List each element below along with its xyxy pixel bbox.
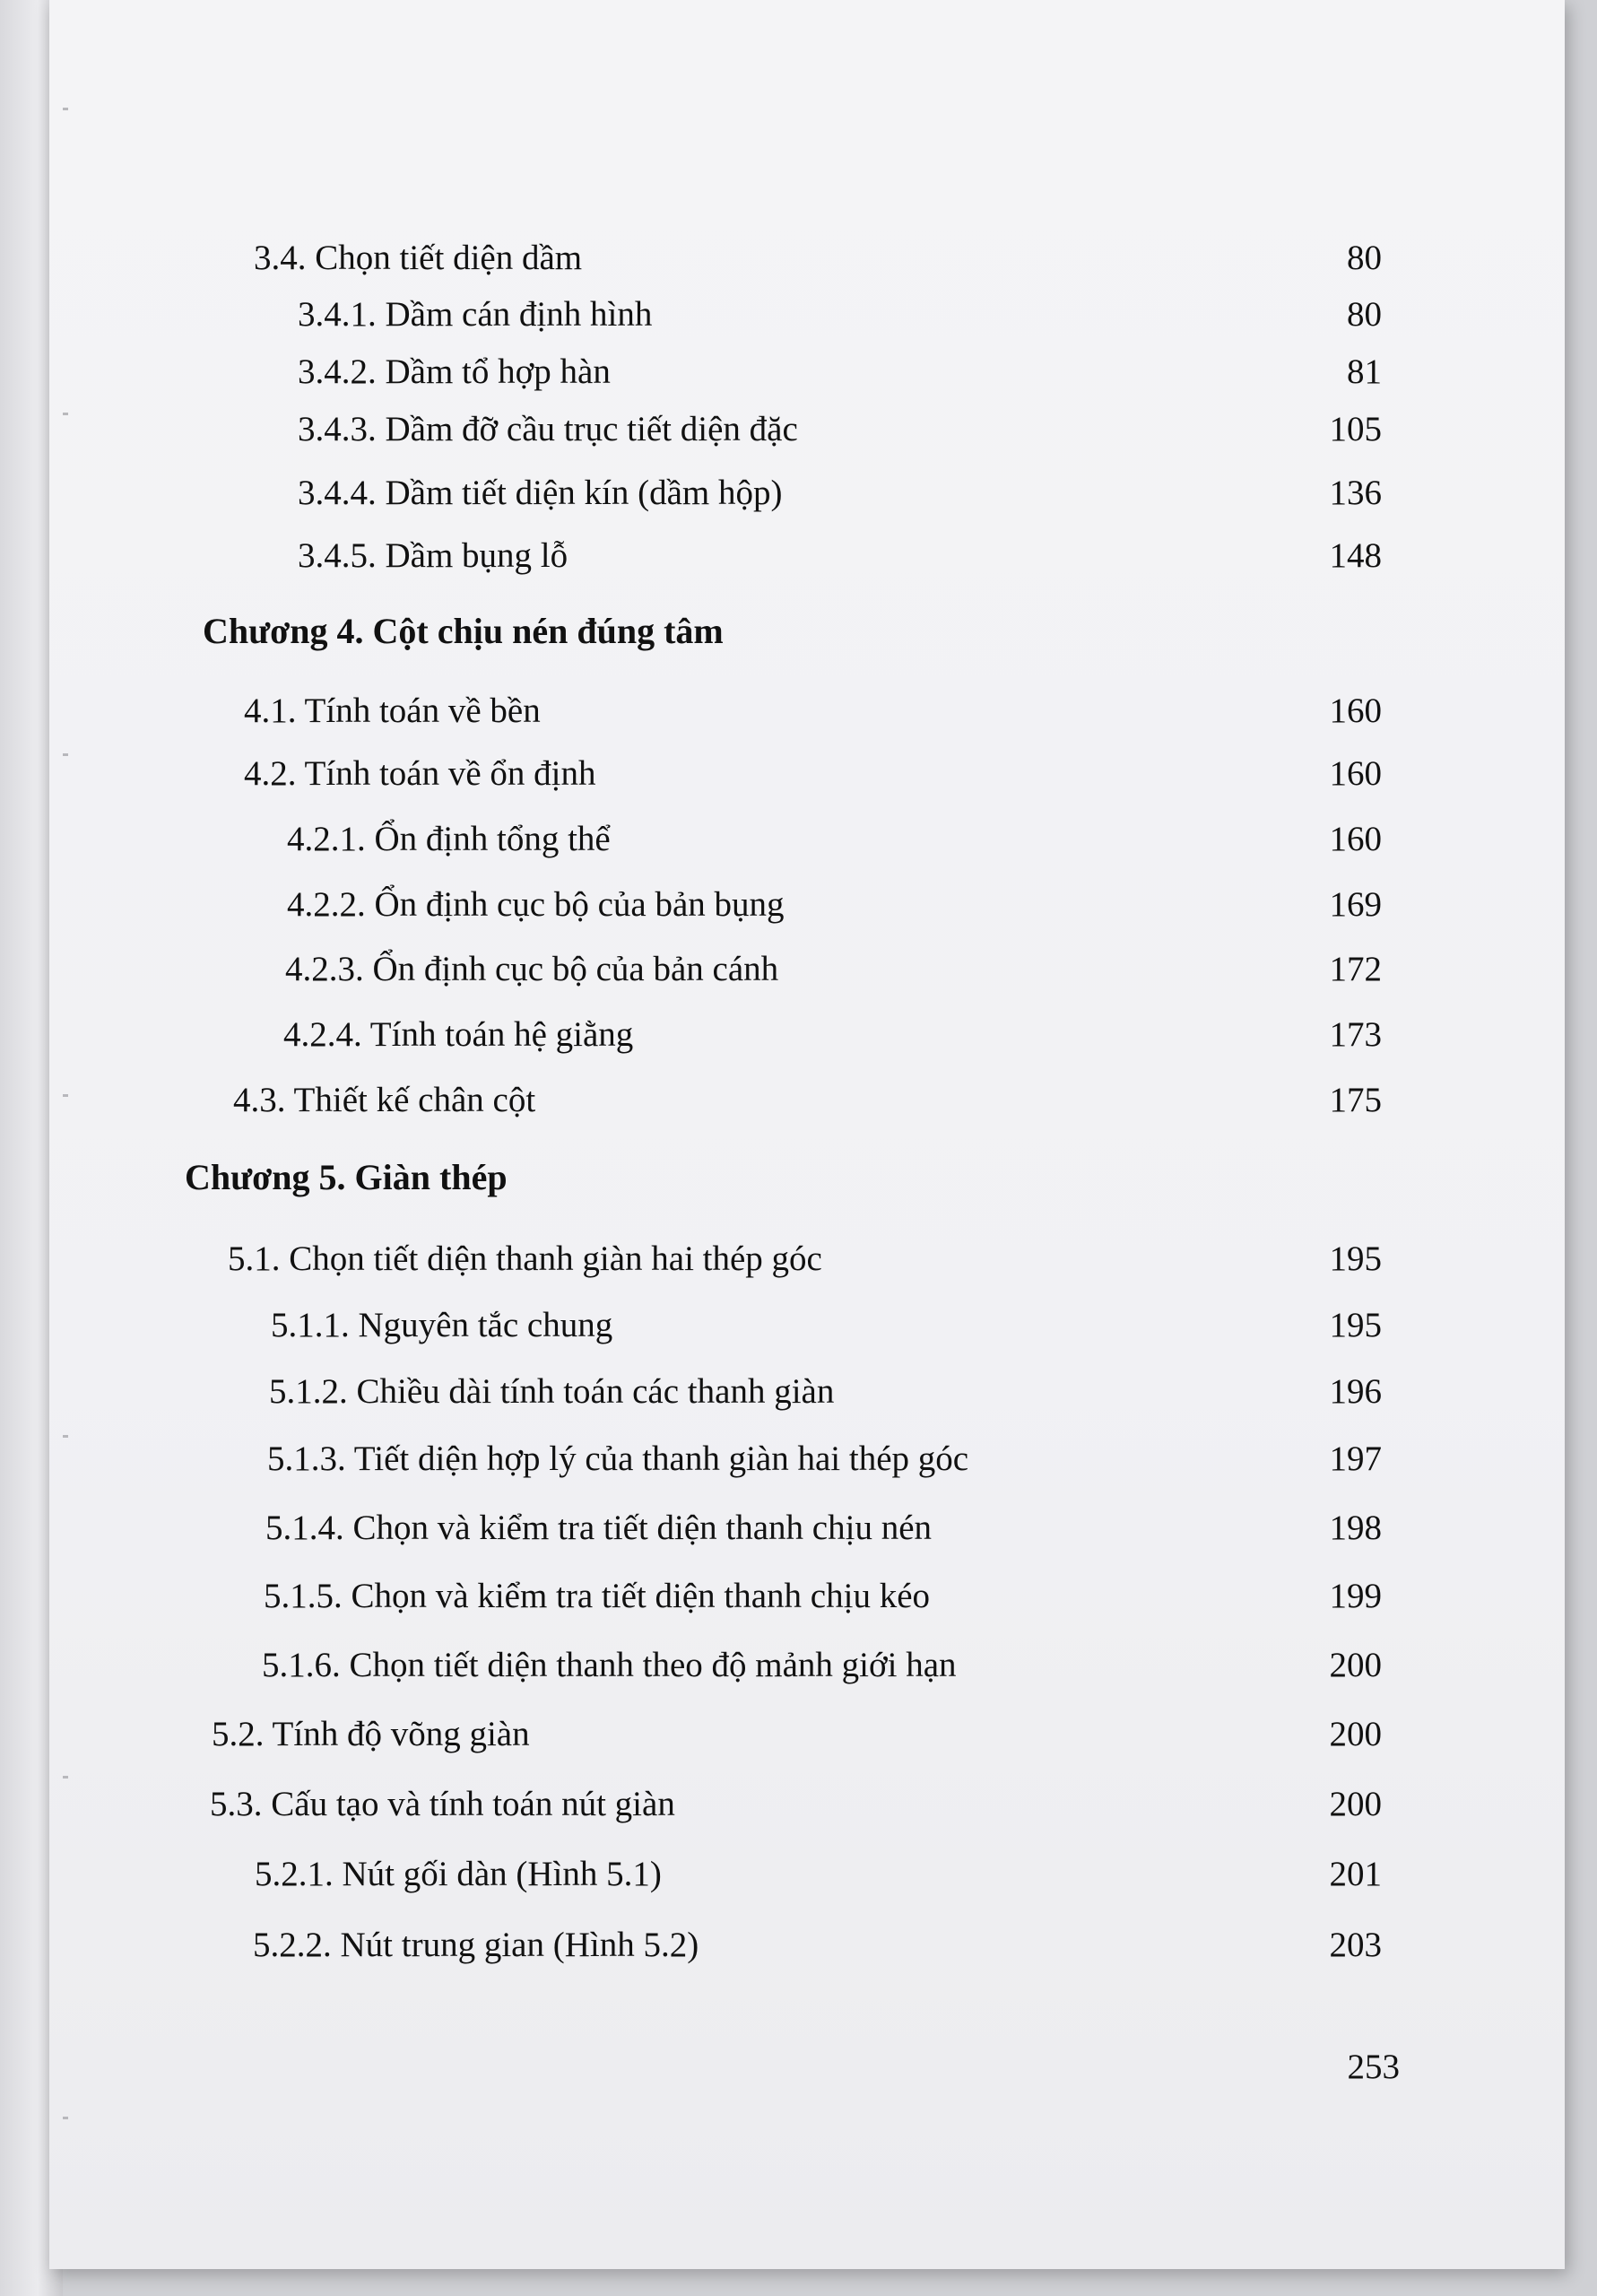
toc-entry-page: 199: [1329, 1577, 1382, 1615]
toc-entry-page: 81: [1347, 352, 1382, 391]
toc-entry: [244, 691, 1382, 744]
toc-entry-page: 136: [1329, 474, 1382, 512]
toc-entry-page: 173: [1329, 1015, 1382, 1054]
toc-entry: [254, 238, 1382, 291]
toc-entry-page: 105: [1329, 410, 1382, 448]
toc-entry-title: 4.2.3. Ổn định cục bộ của bản cánh: [285, 950, 779, 988]
toc-entry: [283, 1014, 1382, 1068]
toc-entry-title: 5.2.1. Nút gối dàn (Hình 5.1): [255, 1855, 662, 1893]
toc-entry-page: 203: [1329, 1926, 1382, 1964]
toc-entry-title: 5.2. Tính độ võng giàn: [212, 1715, 530, 1753]
toc-entry: [285, 949, 1382, 1003]
toc-entry: [244, 753, 1382, 807]
page-number: 253: [1347, 2048, 1400, 2086]
binding-stitch: [63, 1094, 68, 1097]
toc-entry-page: 160: [1329, 691, 1382, 730]
toc-entry: [271, 1305, 1382, 1359]
toc-entry: [262, 1645, 1382, 1699]
binding-stitch: [63, 2117, 68, 2119]
toc-entry-page: 200: [1329, 1785, 1382, 1823]
chapter-heading: Chương 5. Giàn thép: [185, 1157, 508, 1197]
toc-entry: [269, 1371, 1382, 1425]
toc-entry: [298, 535, 1382, 589]
binding-stitch: [63, 753, 68, 756]
toc-entry-page: 172: [1329, 950, 1382, 988]
toc-entry-title: 5.1.4. Chọn và kiểm tra tiết diện thanh chịu nén: [265, 1509, 932, 1547]
toc-entry-title: 4.2.1. Ổn định tổng thể: [287, 820, 611, 858]
toc-entry-page: 201: [1329, 1855, 1382, 1893]
toc-entry-title: 5.3. Cấu tạo và tính toán nút giàn: [210, 1785, 675, 1823]
toc-entry-title: 4.2. Tính toán về ổn định: [244, 754, 596, 793]
toc-entry-page: 198: [1329, 1509, 1382, 1547]
toc-entry-page: 80: [1347, 295, 1382, 334]
toc-entry-page: 80: [1347, 239, 1382, 277]
toc-entry-page: 160: [1329, 820, 1382, 858]
toc-entry-page: 195: [1329, 1239, 1382, 1278]
toc-entry-title: 5.1.1. Nguyên tắc chung: [271, 1306, 613, 1344]
toc-entry: [287, 819, 1382, 873]
toc-entry: [298, 352, 1382, 405]
toc-entry-title: 4.1. Tính toán về bền: [244, 691, 541, 730]
toc-entry-page: 169: [1329, 885, 1382, 924]
toc-entry-page: 148: [1329, 536, 1382, 575]
toc-entry-title: 3.4.4. Dầm tiết diện kín (dầm hộp): [298, 474, 783, 512]
toc-entry: [253, 1925, 1382, 1979]
chapter-heading: Chương 4. Cột chịu nén đúng tâm: [203, 611, 724, 651]
binding-stitch: [63, 1435, 68, 1438]
toc-entry: [298, 473, 1382, 526]
toc-entry-page: 175: [1329, 1081, 1382, 1119]
toc-entry-title: 5.1.6. Chọn tiết diện thanh theo độ mảnh giới hạn: [262, 1646, 957, 1684]
toc-entry-page: 197: [1329, 1439, 1382, 1478]
toc-entry-title: 3.4.1. Dầm cán định hình: [298, 295, 653, 334]
binding-stitch: [63, 108, 68, 110]
toc-entry-title: 5.1.3. Tiết diện hợp lý của thanh giàn hai thép góc: [267, 1439, 969, 1478]
toc-entry-title: 3.4.5. Dầm bụng lỗ: [298, 536, 568, 575]
toc-entry: [298, 294, 1382, 348]
toc-entry: [265, 1508, 1382, 1561]
toc-entry-page: 160: [1329, 754, 1382, 793]
toc-entry-title: 4.2.2. Ổn định cục bộ của bản bụng: [287, 885, 785, 924]
toc-entry-title: 3.4. Chọn tiết diện dầm: [254, 239, 583, 277]
binding-stitch: [63, 413, 68, 415]
toc-entry-page: 200: [1329, 1646, 1382, 1684]
toc-entry: [255, 1854, 1382, 1908]
toc-entry-title: 3.4.3. Dầm đỡ cầu trục tiết diện đặc: [298, 410, 798, 448]
toc-entry: [212, 1714, 1382, 1768]
toc-entry-title: 4.3. Thiết kế chân cột: [233, 1081, 536, 1119]
toc-entry: [233, 1080, 1382, 1134]
toc-entry-page: 195: [1329, 1306, 1382, 1344]
toc-entry-title: 5.1. Chọn tiết diện thanh giàn hai thép góc: [228, 1239, 822, 1278]
toc-entry-page: 200: [1329, 1715, 1382, 1753]
toc-entry: [210, 1784, 1382, 1838]
toc-entry-title: 3.4.2. Dầm tổ hợp hàn: [298, 352, 611, 391]
toc-entry: [298, 409, 1382, 463]
toc-entry-title: 4.2.4. Tính toán hệ giằng: [283, 1015, 634, 1054]
toc-entry-page: 196: [1329, 1372, 1382, 1411]
toc-entry-title: 5.2.2. Nút trung gian (Hình 5.2): [253, 1926, 699, 1964]
toc-entry-title: 5.1.2. Chiều dài tính toán các thanh giàn: [269, 1372, 835, 1411]
toc-entry: [228, 1239, 1382, 1292]
toc-entry-title: 5.1.5. Chọn và kiểm tra tiết diện thanh chịu kéo: [264, 1577, 930, 1615]
binding-stitch: [63, 1776, 68, 1779]
toc-entry: [264, 1576, 1382, 1630]
toc-entry: [287, 884, 1382, 938]
toc-entry: [267, 1439, 1382, 1492]
